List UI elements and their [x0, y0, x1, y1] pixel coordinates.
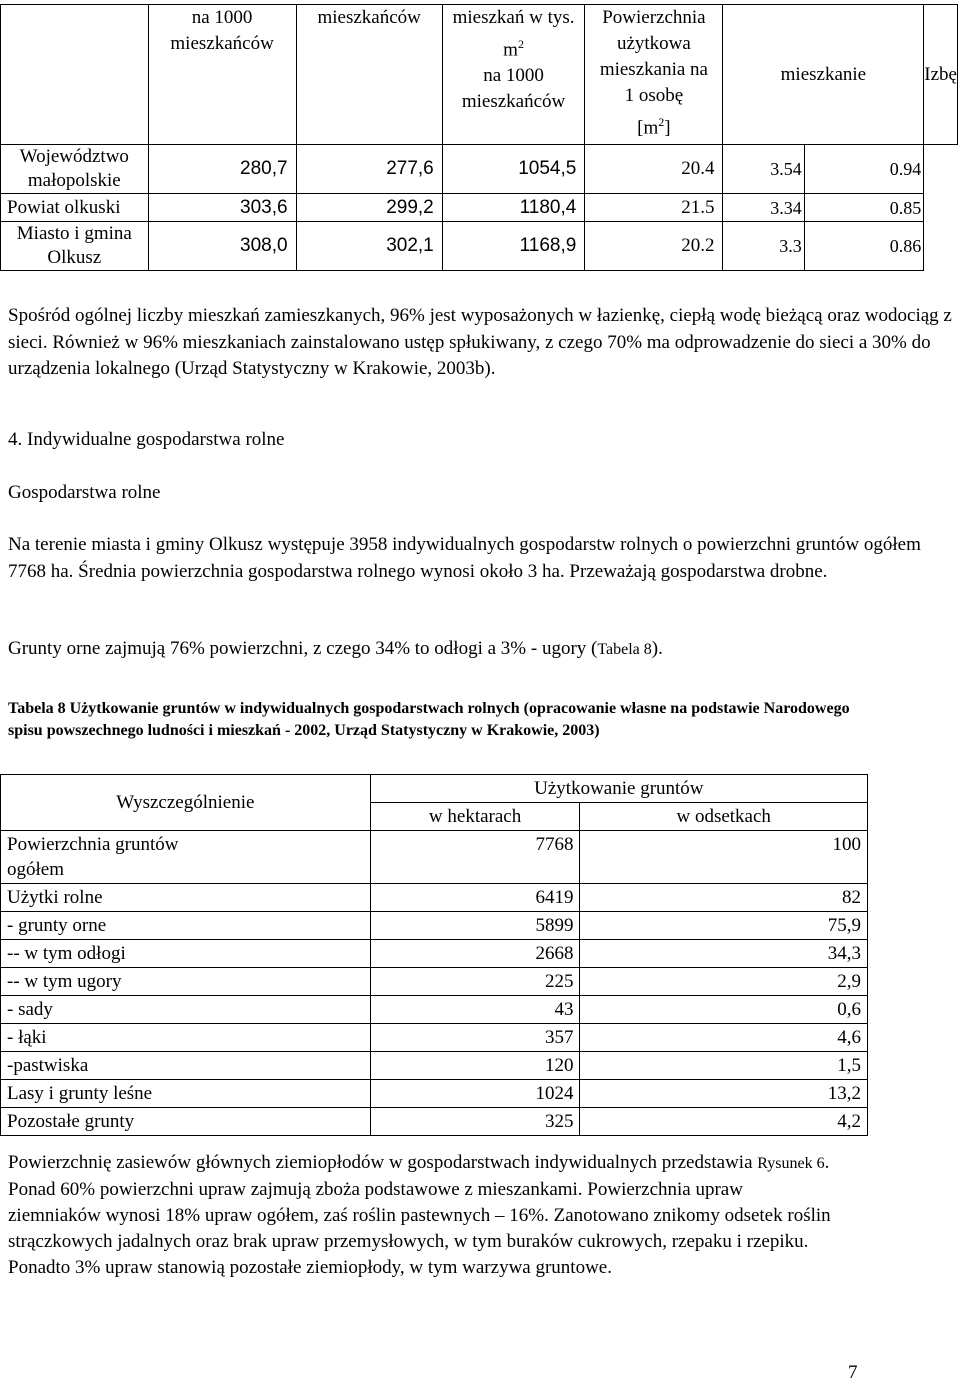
table-row [1, 1052, 868, 1080]
table-row [1, 222, 958, 271]
value-pct: 4,2 [580, 1108, 868, 1136]
value-cell: 280,7 [148, 145, 296, 194]
value-cell: 20.4 [585, 145, 723, 194]
row-label: Użytki rolne [1, 884, 371, 912]
value-cell: 308,0 [148, 222, 296, 271]
table-row [1, 1108, 868, 1136]
value-ha: 2668 [370, 940, 580, 968]
header-cell: mieszkańców [296, 5, 442, 145]
subheading: Gospodarstwa rolne [8, 482, 161, 503]
value-cell: 21.5 [585, 194, 723, 222]
table-row [1, 996, 868, 1024]
figure-reference[interactable]: Rysunek 6 [757, 1155, 825, 1172]
value-cell: 0.85 [804, 194, 924, 222]
value-pct: 4,6 [580, 1024, 868, 1052]
row-label: - łąki [1, 1024, 371, 1052]
value-cell: 0.94 [804, 145, 924, 194]
row-label: Miasto i gmina Olkusz [1, 222, 149, 271]
value-cell: 20.2 [585, 222, 723, 271]
value-cell: 1168,9 [442, 222, 585, 271]
table-row [1, 968, 868, 996]
table-row [1, 194, 958, 222]
value-ha: 43 [370, 996, 580, 1024]
value-cell: 299,2 [296, 194, 442, 222]
value-pct: 34,3 [580, 940, 868, 968]
table-reference[interactable]: Tabela 8 [597, 641, 652, 658]
housing-statistics-table [0, 4, 958, 271]
header-cell: Powierzchnia użytkowa mieszkania na 1 osobę $[m^2]$ [585, 5, 723, 145]
value-pct: 0,6 [580, 996, 868, 1024]
value-pct: 2,9 [580, 968, 868, 996]
row-label: Lasy i grunty leśne [1, 1080, 371, 1108]
column-header: Wyszczególnienie [1, 775, 371, 831]
header-cell: mieszkań w tys. $m^2$ na 1000 mieszkańców [442, 5, 585, 145]
column-header: w odsetkach [580, 803, 868, 831]
row-label: Pozostałe grunty [1, 1108, 371, 1136]
table8-caption: Tabela 8 Użytkowanie gruntów w indywidualnych gospodarstwach rolnych (opracowanie własne na podstawie Narodowego spisu powszechnego ludności i mieszkań - 2002, Urząd Statystyczny w Krakowie, 2003) [8, 700, 850, 739]
paragraph-farms: Na terenie miasta i gminy Olkusz występuje 3958 indywidualnych gospodarstw rolnych o powierzchni gruntów ogółem 7768 ha. Średnia powierzchnia gospodarstwa rolnego wynosi około 3 ha. Przeważają gospodarstwa drobne. [8, 534, 921, 582]
table-header-row [1, 775, 868, 803]
page-number: 7 [848, 1362, 858, 1383]
row-label: Powierzchnia gruntów ogółem [1, 831, 371, 884]
header-cell: mieszkanie [723, 5, 924, 145]
value-ha: 6419 [370, 884, 580, 912]
value-cell: 3.54 [723, 145, 804, 194]
value-cell: 1180,4 [442, 194, 585, 222]
header-cell: Izbę [924, 5, 958, 145]
row-label: -- w tym odłogi [1, 940, 371, 968]
value-ha: 1024 [370, 1080, 580, 1108]
value-ha: 7768 [370, 831, 580, 884]
value-cell: 277,6 [296, 145, 442, 194]
column-header: w hektarach [370, 803, 580, 831]
value-cell: 302,1 [296, 222, 442, 271]
value-ha: 225 [370, 968, 580, 996]
paragraph-arable-land: Grunty orne zajmują 76% powierzchni, z czego 34% to odłogi a 3% - ugory (Tabela 8). [8, 638, 663, 659]
value-cell: 1054,5 [442, 145, 585, 194]
value-cell: 0.86 [804, 222, 924, 271]
section-heading: 4. Indywidualne gospodarstwa rolne [8, 429, 285, 450]
row-label: Województwo małopolskie [1, 145, 149, 194]
value-cell: 303,6 [148, 194, 296, 222]
header-cell: na 1000 mieszkańców [148, 5, 296, 145]
value-cell: 3.3 [723, 222, 804, 271]
row-label: -pastwiska [1, 1052, 371, 1080]
row-label: - grunty orne [1, 912, 371, 940]
empty-header-cell [1, 5, 149, 145]
table-row [1, 912, 868, 940]
value-pct: 75,9 [580, 912, 868, 940]
table-row [1, 940, 868, 968]
row-label: -- w tym ugory [1, 968, 371, 996]
table-row [1, 1024, 868, 1052]
table-row [1, 831, 868, 884]
value-ha: 325 [370, 1108, 580, 1136]
paragraph-sanitation: Spośród ogólnej liczby mieszkań zamieszkanych, 96% jest wyposażonych w łazienkę, ciepłą wodę bieżącą oraz wodociąg z sieci. Również w 96% mieszkaniach zainstalowano ustęp spłukiwany, z czego 70% ma odprowadzenie do sieci a 30% do urządzenia lokalnego (Urząd Statystyczny w Krakowie, 2003b). [8, 305, 952, 379]
value-pct: 13,2 [580, 1080, 868, 1108]
table-row [1, 145, 958, 194]
paragraph-crops: Powierzchnię zasiewów głównych ziemiopłodów w gospodarstwach indywidualnych przedstawia Rysunek 6. Ponad 60% powierzchni upraw zajmują zboża podstawowe z mieszankami. Powierzchnia upraw ziemniaków wynosi 18% upraw ogółem, zaś roślin pastewnych – 16%. Zanotowano znikomy odsetek roślin strączkowych jadalnych oraz brak upraw przemysłowych, w tym buraków cukrowych, rzepaku i rzepiku. Ponadto 3% upraw stanowią pozostałe ziemiopłody, w tym warzywa gruntowe. [8, 1152, 831, 1278]
group-header: Użytkowanie gruntów [370, 775, 867, 803]
land-use-table [0, 774, 868, 1136]
table-row [1, 1080, 868, 1108]
value-pct: 1,5 [580, 1052, 868, 1080]
table-row [1, 884, 868, 912]
value-ha: 120 [370, 1052, 580, 1080]
table-header-row [1, 5, 958, 145]
row-label: Powiat olkuski [1, 194, 149, 222]
row-label: - sady [1, 996, 371, 1024]
value-cell: 3.34 [723, 194, 804, 222]
value-pct: 100 [580, 831, 868, 884]
value-ha: 357 [370, 1024, 580, 1052]
value-ha: 5899 [370, 912, 580, 940]
value-pct: 82 [580, 884, 868, 912]
